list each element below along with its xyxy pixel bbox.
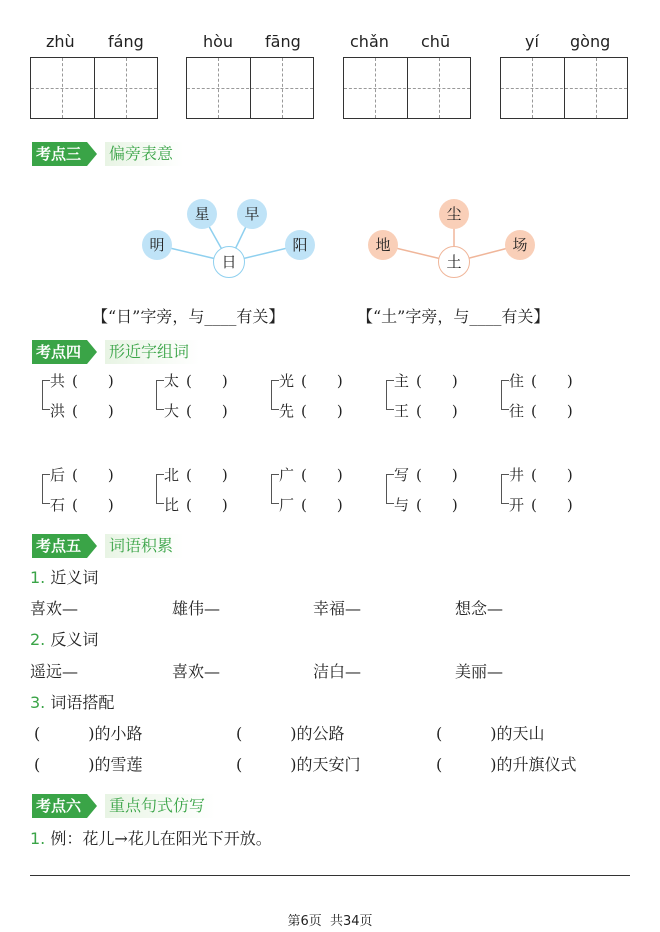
- paren-blank[interactable]: ( ): [186, 402, 228, 420]
- question-label: 词语搭配: [50, 693, 115, 712]
- question-number: 1.: [30, 568, 46, 587]
- section-title: 重点句式仿写: [105, 794, 215, 818]
- paren-blank[interactable]: ( ): [72, 466, 114, 484]
- paren-blank[interactable]: ( ): [301, 496, 343, 514]
- pair-char: 开: [509, 496, 525, 514]
- question-label: 反义词: [50, 630, 99, 649]
- writing-grid-3[interactable]: [343, 57, 471, 119]
- pair-char: 王: [394, 402, 410, 420]
- radical-char-xing: 星: [187, 199, 217, 229]
- collocation-item[interactable]: ( )的小路: [34, 724, 143, 743]
- pair-char: 共: [50, 372, 66, 390]
- section-header-6: [32, 794, 215, 818]
- pinyin-7: yí: [525, 32, 539, 51]
- pair-char: 先: [279, 402, 295, 420]
- pair-char: 往: [509, 402, 525, 420]
- paren-blank[interactable]: ( ): [186, 466, 228, 484]
- writing-grid-2[interactable]: [186, 57, 314, 119]
- paren-blank[interactable]: ( ): [531, 496, 573, 514]
- radical-caption-left: 【“日”字旁，与____有关】: [92, 307, 285, 326]
- section-tag: 考点六: [32, 794, 87, 818]
- section-header-4: [32, 340, 199, 364]
- radical-char-chen: 尘: [439, 199, 469, 229]
- paren-blank[interactable]: ( ): [301, 466, 343, 484]
- section-tag: 考点三: [32, 142, 87, 166]
- question-label: 近义词: [50, 568, 99, 587]
- pair-char: 广: [279, 466, 295, 484]
- radical-char-di: 地: [368, 230, 398, 260]
- collocation-item[interactable]: ( )的雪莲: [34, 755, 143, 774]
- paren-blank[interactable]: ( ): [416, 466, 458, 484]
- pair-char: 洪: [50, 402, 66, 420]
- pair-char: 光: [279, 372, 295, 390]
- radical-char-ming: 明: [142, 230, 172, 260]
- vocab-q2-heading: [30, 627, 98, 650]
- antonym-item[interactable]: 喜欢—: [172, 662, 221, 681]
- pair-char: 比: [164, 496, 180, 514]
- s6-q1: [30, 826, 272, 849]
- radical-char-yang: 阳: [285, 230, 315, 260]
- paren-blank[interactable]: ( ): [72, 402, 114, 420]
- pair-char: 与: [394, 496, 410, 514]
- collocation-item[interactable]: ( )的天安门: [236, 755, 361, 774]
- pair-char: 石: [50, 496, 66, 514]
- collocation-item[interactable]: ( )的升旗仪式: [436, 755, 577, 774]
- pair-char: 主: [394, 372, 410, 390]
- vocab-q1-heading: [30, 565, 98, 588]
- pair-char: 厂: [279, 496, 295, 514]
- section-title: 偏旁表意: [105, 142, 183, 166]
- pair-char: 住: [509, 372, 525, 390]
- paren-blank[interactable]: ( ): [301, 372, 343, 390]
- section-tag: 考点四: [32, 340, 87, 364]
- example-sentence: 例：花儿→花儿在阳光下开放。: [50, 829, 272, 848]
- pinyin-6: chū: [421, 32, 451, 51]
- radical-caption-right: 【“土”字旁，与____有关】: [357, 307, 550, 326]
- section-title: 形近字组词: [105, 340, 199, 364]
- paren-blank[interactable]: ( ): [531, 372, 573, 390]
- footer-divider: [30, 875, 630, 876]
- question-number: 1.: [30, 829, 46, 848]
- paren-blank[interactable]: ( ): [416, 372, 458, 390]
- radical-center-ri: 日: [213, 246, 245, 278]
- paren-blank[interactable]: ( ): [531, 466, 573, 484]
- synonym-item[interactable]: 雄伟—: [172, 599, 221, 618]
- pair-char: 写: [394, 466, 410, 484]
- synonym-item[interactable]: 喜欢—: [30, 599, 79, 618]
- radical-char-chang: 场: [505, 230, 535, 260]
- antonym-item[interactable]: 遥远—: [30, 662, 79, 681]
- section-header-3: [32, 142, 183, 166]
- question-number: 2.: [30, 630, 46, 649]
- radical-center-tu: 土: [438, 246, 470, 278]
- pinyin-2: fáng: [108, 32, 144, 51]
- section-title: 词语积累: [105, 534, 183, 558]
- paren-blank[interactable]: ( ): [72, 372, 114, 390]
- pinyin-8: gòng: [570, 32, 611, 51]
- pinyin-5: chǎn: [350, 32, 389, 51]
- paren-blank[interactable]: ( ): [531, 402, 573, 420]
- collocation-item[interactable]: ( )的公路: [236, 724, 345, 743]
- section-header-5: [32, 534, 183, 558]
- paren-blank[interactable]: ( ): [416, 496, 458, 514]
- pair-char: 大: [164, 402, 180, 420]
- collocation-item[interactable]: ( )的天山: [436, 724, 545, 743]
- pinyin-1: zhù: [46, 32, 75, 51]
- pair-char: 后: [50, 466, 66, 484]
- antonym-item[interactable]: 美丽—: [455, 662, 504, 681]
- writing-grid-1[interactable]: [30, 57, 158, 119]
- pair-char: 北: [164, 466, 180, 484]
- radical-diagram-lines: [0, 190, 660, 280]
- radical-char-zao: 早: [237, 199, 267, 229]
- pair-char: 井: [509, 466, 525, 484]
- antonym-item[interactable]: 洁白—: [313, 662, 362, 681]
- synonym-item[interactable]: 想念—: [455, 599, 504, 618]
- page-footer: 第6页 共34页: [287, 914, 373, 929]
- writing-grid-4[interactable]: [500, 57, 628, 119]
- synonym-item[interactable]: 幸福—: [313, 599, 362, 618]
- section-tag: 考点五: [32, 534, 87, 558]
- pinyin-3: hòu: [203, 32, 234, 51]
- vocab-q3-heading: [30, 690, 114, 713]
- pair-char: 太: [164, 372, 180, 390]
- pinyin-4: fāng: [265, 32, 301, 51]
- paren-blank[interactable]: ( ): [186, 372, 228, 390]
- paren-blank[interactable]: ( ): [301, 402, 343, 420]
- paren-blank[interactable]: ( ): [72, 496, 114, 514]
- paren-blank[interactable]: ( ): [416, 402, 458, 420]
- paren-blank[interactable]: ( ): [186, 496, 228, 514]
- question-number: 3.: [30, 693, 46, 712]
